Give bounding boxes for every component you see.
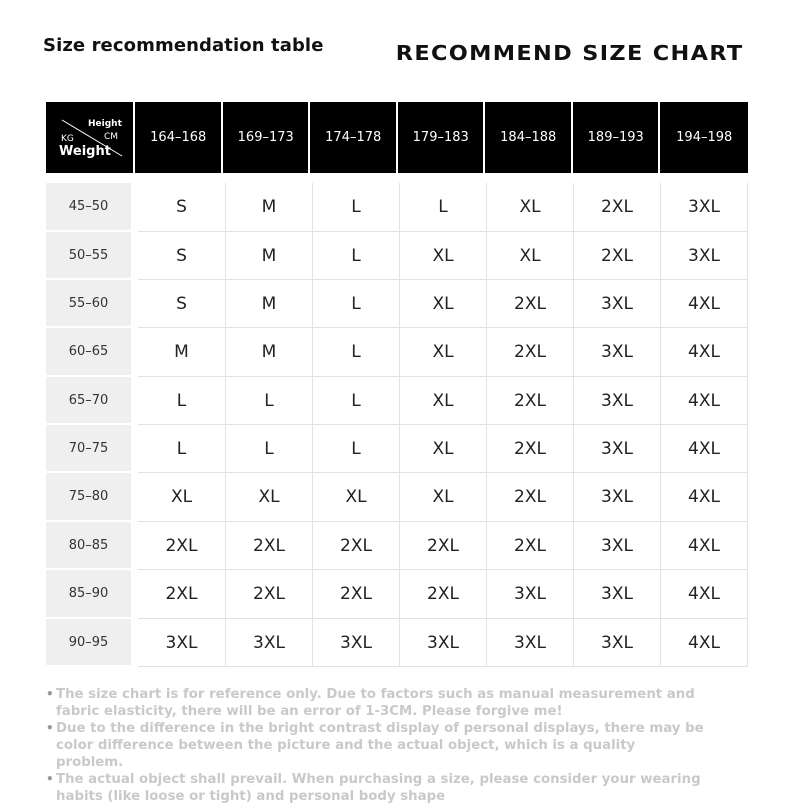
- table-row: [46, 570, 748, 619]
- size-cell: 4XL: [661, 473, 748, 522]
- note-item: [46, 686, 706, 720]
- size-cell: 4XL: [661, 522, 748, 570]
- size-cell: 2XL: [400, 522, 487, 570]
- size-cell: S: [138, 280, 226, 328]
- table-header-row: [46, 102, 748, 173]
- note-item: [46, 720, 706, 771]
- height-header-cell: 184–188: [485, 102, 571, 173]
- size-cell: 2XL: [574, 183, 661, 232]
- size-cell: 2XL: [138, 570, 226, 619]
- size-cell: L: [313, 328, 400, 377]
- height-header-cell: 174–178: [310, 102, 396, 173]
- size-cell: M: [226, 232, 313, 280]
- size-cell: 2XL: [487, 522, 574, 570]
- height-header-cell: 169–173: [223, 102, 309, 173]
- size-cell: 3XL: [574, 328, 661, 377]
- size-cell: 3XL: [574, 377, 661, 425]
- size-cell: 3XL: [574, 280, 661, 328]
- note-item: [46, 771, 706, 805]
- size-cell: 2XL: [487, 280, 574, 328]
- corner-weight-label: Weight: [59, 144, 111, 159]
- size-cell: 2XL: [487, 328, 574, 377]
- size-cell: L: [138, 377, 226, 425]
- size-cell: 2XL: [400, 570, 487, 619]
- size-cell: S: [138, 232, 226, 280]
- size-cell: L: [138, 425, 226, 473]
- size-chart-table: [46, 102, 748, 665]
- table-row: [46, 280, 748, 328]
- size-cell: 4XL: [661, 328, 748, 377]
- table-row: [46, 522, 748, 570]
- size-cell: M: [226, 328, 313, 377]
- bullet-icon: •: [46, 772, 54, 786]
- size-cell: XL: [487, 183, 574, 232]
- height-header-cell: 179–183: [398, 102, 484, 173]
- weight-cell: 85–90: [46, 570, 131, 619]
- table-row: [46, 377, 748, 425]
- table-row: [46, 473, 748, 522]
- size-cell: 4XL: [661, 280, 748, 328]
- table-row: [46, 619, 748, 667]
- size-cell: XL: [400, 377, 487, 425]
- corner-cm-label: CM: [104, 132, 119, 142]
- size-cell: L: [313, 232, 400, 280]
- height-header-cell: 189–193: [573, 102, 659, 173]
- size-cell: XL: [226, 473, 313, 522]
- weight-cell: 60–65: [46, 328, 131, 377]
- size-cell: XL: [487, 232, 574, 280]
- diagonal-divider: [46, 102, 134, 173]
- size-cell: 2XL: [226, 570, 313, 619]
- size-cell: 3XL: [226, 619, 313, 667]
- size-cell: L: [313, 377, 400, 425]
- size-cell: 4XL: [661, 425, 748, 473]
- size-cell: M: [226, 183, 313, 232]
- weight-cell: 45–50: [46, 183, 131, 232]
- size-cell: M: [226, 280, 313, 328]
- size-cell: 3XL: [138, 619, 226, 667]
- size-cell: L: [400, 183, 487, 232]
- size-cell: S: [138, 183, 226, 232]
- size-cell: 2XL: [487, 377, 574, 425]
- weight-cell: 80–85: [46, 522, 131, 570]
- size-cell: 4XL: [661, 377, 748, 425]
- size-cell: L: [313, 183, 400, 232]
- size-cell: 3XL: [574, 522, 661, 570]
- corner-cell: [46, 102, 133, 173]
- size-cell: 2XL: [313, 522, 400, 570]
- size-cell: 2XL: [487, 473, 574, 522]
- note-text: The actual object shall prevail. When purchasing a size, please consider your wearing habits (like loose or tight) and personal body shape: [56, 772, 701, 804]
- size-cell: 3XL: [661, 183, 748, 232]
- table-row: [46, 425, 748, 473]
- size-cell: XL: [400, 232, 487, 280]
- size-cell: XL: [400, 328, 487, 377]
- size-cell: 3XL: [313, 619, 400, 667]
- size-cell: 2XL: [138, 522, 226, 570]
- note-text: The size chart is for reference only. Due to factors such as manual measurement and fabric elasticity, there will be an error of 1-3CM. Please forgive me!: [56, 687, 695, 719]
- weight-cell: 75–80: [46, 473, 131, 522]
- bullet-icon: •: [46, 687, 54, 701]
- size-cell: 3XL: [574, 425, 661, 473]
- size-cell: 2XL: [226, 522, 313, 570]
- weight-cell: 70–75: [46, 425, 131, 473]
- weight-cell: 90–95: [46, 619, 131, 667]
- note-text: Due to the difference in the bright contrast display of personal displays, there may be color difference between the picture and the actual object, which is a quality problem.: [56, 721, 704, 770]
- chart-heading: RECOMMEND SIZE CHART: [396, 41, 744, 65]
- size-cell: 2XL: [313, 570, 400, 619]
- size-cell: 4XL: [661, 619, 748, 667]
- size-cell: 4XL: [661, 570, 748, 619]
- size-cell: 3XL: [574, 570, 661, 619]
- size-cell: 3XL: [400, 619, 487, 667]
- size-cell: 3XL: [487, 619, 574, 667]
- height-header-cell: 164–168: [135, 102, 221, 173]
- size-cell: L: [226, 425, 313, 473]
- size-cell: XL: [313, 473, 400, 522]
- size-cell: L: [313, 280, 400, 328]
- weight-cell: 50–55: [46, 232, 131, 280]
- size-cell: L: [226, 377, 313, 425]
- size-cell: 3XL: [487, 570, 574, 619]
- size-cell: 2XL: [574, 232, 661, 280]
- size-cell: XL: [400, 280, 487, 328]
- corner-kg-label: KG: [61, 134, 74, 144]
- size-cell: 3XL: [574, 619, 661, 667]
- notes: [46, 686, 706, 805]
- table-row: [46, 232, 748, 280]
- corner-height-label: Height: [88, 119, 122, 129]
- page-title: Size recommendation table: [43, 35, 324, 56]
- size-cell: M: [138, 328, 226, 377]
- size-cell: 2XL: [487, 425, 574, 473]
- table-row: [46, 328, 748, 377]
- size-cell: XL: [138, 473, 226, 522]
- size-cell: 3XL: [574, 473, 661, 522]
- table-row: [46, 183, 748, 232]
- size-cell: XL: [400, 425, 487, 473]
- weight-cell: 55–60: [46, 280, 131, 328]
- size-cell: L: [313, 425, 400, 473]
- size-cell: XL: [400, 473, 487, 522]
- size-cell: 3XL: [661, 232, 748, 280]
- weight-cell: 65–70: [46, 377, 131, 425]
- bullet-icon: •: [46, 721, 54, 735]
- height-header-cell: 194–198: [660, 102, 747, 173]
